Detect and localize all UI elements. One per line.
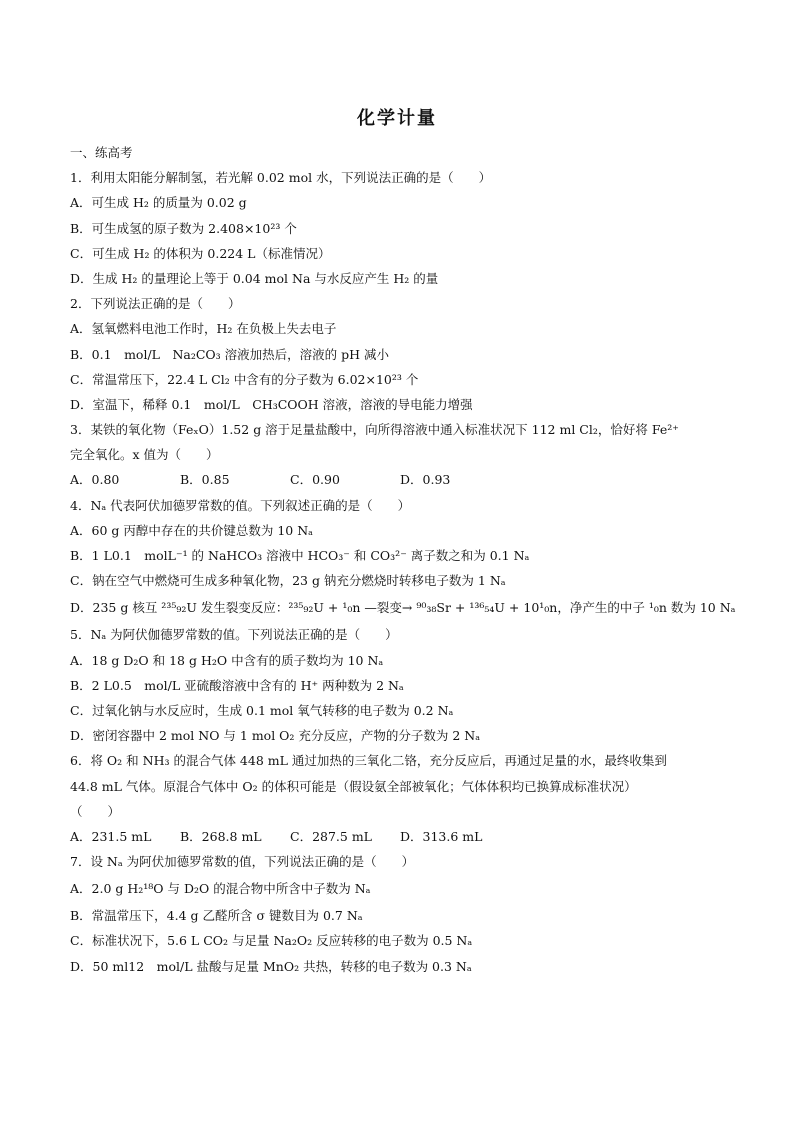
q5-option-d: D．密闭容器中 2 mol NO 与 1 mol O₂ 充分反应，产物的分子数为 2 Nₐ (70, 728, 481, 744)
q4-option-d: D．235 g 核互 ²³⁵₉₂U 发生裂变反应：²³⁵₉₂U + ¹₀n —裂变→ ⁹⁰₃₈Sr + ¹³⁶₅₄U + 10¹₀n，净产生的中子 ¹₀n 数为 10 Nₐ (70, 600, 736, 616)
q6-stem-line2: 44.8 mL 气体。原混合气体中 O₂ 的体积可能是（假设氨全部被氧化；气体体积均已换算成标准状况） (70, 778, 637, 794)
document-title: 化学计量 (357, 108, 437, 129)
q1-option-b: B．可生成氢的原子数为 2.408×10²³ 个 (70, 220, 297, 236)
section-heading: 一、练高考 (70, 145, 133, 160)
q3-option-c: C．0.90 (290, 472, 340, 488)
q4-stem: 4．Nₐ 代表阿伏加德罗常数的值。下列叙述正确的是（ ） (70, 497, 411, 513)
q6-option-c: C．287.5 mL (290, 828, 372, 844)
q2-stem: 2．下列说法正确的是（ ） (70, 296, 241, 312)
document-body (70, 140, 736, 979)
q2-option-a: A．氢氧燃料电池工作时，H₂ 在负极上失去电子 (70, 321, 337, 337)
q6-option-d: D．313.6 mL (400, 828, 483, 844)
q7-option-d: D．50 ml12 mol/L 盐酸与足量 MnO₂ 共热，转移的电子数为 0.3 Nₐ (70, 958, 472, 974)
q7-option-c: C．标准状况下，5.6 L CO₂ 与足量 Na₂O₂ 反应转移的电子数为 0.5 Nₐ (70, 933, 473, 949)
q7-stem: 7．设 Nₐ 为阿伏加德罗常数的值，下列说法正确的是（ ） (70, 854, 415, 870)
q1-stem: 1．利用太阳能分解制氢，若光解 0.02 mol 水，下列说法正确的是（ ） (70, 170, 492, 186)
q2-option-d: D．室温下，稀释 0.1 mol/L CH₃COOH 溶液，溶液的导电能力增强 (70, 396, 473, 412)
q1-option-c: C．可生成 H₂ 的体积为 0.224 L（标准情况） (70, 245, 331, 261)
q3-stem-line1: 3．某铁的氧化物（FeₓO）1.52 g 溶于足量盐酸中，向所得溶液中通入标准状况下 112 ml Cl₂，恰好将 Fe²⁺ (70, 422, 679, 438)
q2-option-b: B．0.1 mol/L Na₂CO₃ 溶液加热后，溶液的 pH 减小 (70, 346, 390, 362)
q6-option-b: B．268.8 mL (180, 828, 262, 844)
q5-option-c: C．过氧化钠与水反应时，生成 0.1 mol 氧气转移的电子数为 0.2 Nₐ (70, 702, 454, 718)
q4-option-c: C．钠在空气中燃烧可生成多种氧化物，23 g 钠充分燃烧时转移电子数为 1 Nₐ (70, 573, 506, 589)
q6-option-a: A．231.5 mL (70, 828, 152, 844)
q4-option-b: B．1 L0.1 molL⁻¹ 的 NaHCO₃ 溶液中 HCO₃⁻ 和 CO₃²⁻ 离子数之和为 0.1 Nₐ (70, 548, 530, 563)
q7-option-a: A．2.0 g H₂¹⁸O 与 D₂O 的混合物中所含中子数为 Nₐ (70, 881, 371, 897)
q5-option-b: B．2 L0.5 mol/L 亚硫酸溶液中含有的 H⁺ 两种数为 2 Nₐ (70, 677, 404, 693)
q6-choices (70, 824, 730, 849)
q1-option-a: A．可生成 H₂ 的质量为 0.02 g (70, 195, 247, 211)
q3-option-d: D．0.93 (400, 472, 451, 488)
q6-stem-line1: 6．将 O₂ 和 NH₃ 的混合气体 448 mL 通过加热的三氧化二铬，充分反应后，再通过足量的水，最终收集到 (70, 753, 667, 769)
q5-option-a: A．18 g D₂O 和 18 g H₂O 中含有的质子数均为 10 Nₐ (70, 652, 384, 668)
q1-option-d: D．生成 H₂ 的量理论上等于 0.04 mol Na 与水反应产生 H₂ 的量 (70, 270, 439, 286)
q7-option-b: B．常温常压下，4.4 g 乙醛所含 σ 键数目为 0.7 Nₐ (70, 908, 363, 924)
q4-option-a: A．60 g 丙醇中存在的共价键总数为 10 Nₐ (70, 522, 313, 538)
q3-option-b: B．0.85 (180, 472, 230, 488)
q6-stem-line3: （ ） (70, 803, 121, 819)
q3-choices (70, 467, 730, 492)
q2-option-c: C．常温常压下，22.4 L Cl₂ 中含有的分子数为 6.02×10²³ 个 (70, 371, 419, 387)
q5-stem: 5．Nₐ 为阿伏伽德罗常数的值。下列说法正确的是（ ） (70, 627, 398, 643)
q3-option-a: A．0.80 (70, 472, 120, 488)
q3-stem-line2: 完全氧化。x 值为（ ） (70, 447, 219, 463)
